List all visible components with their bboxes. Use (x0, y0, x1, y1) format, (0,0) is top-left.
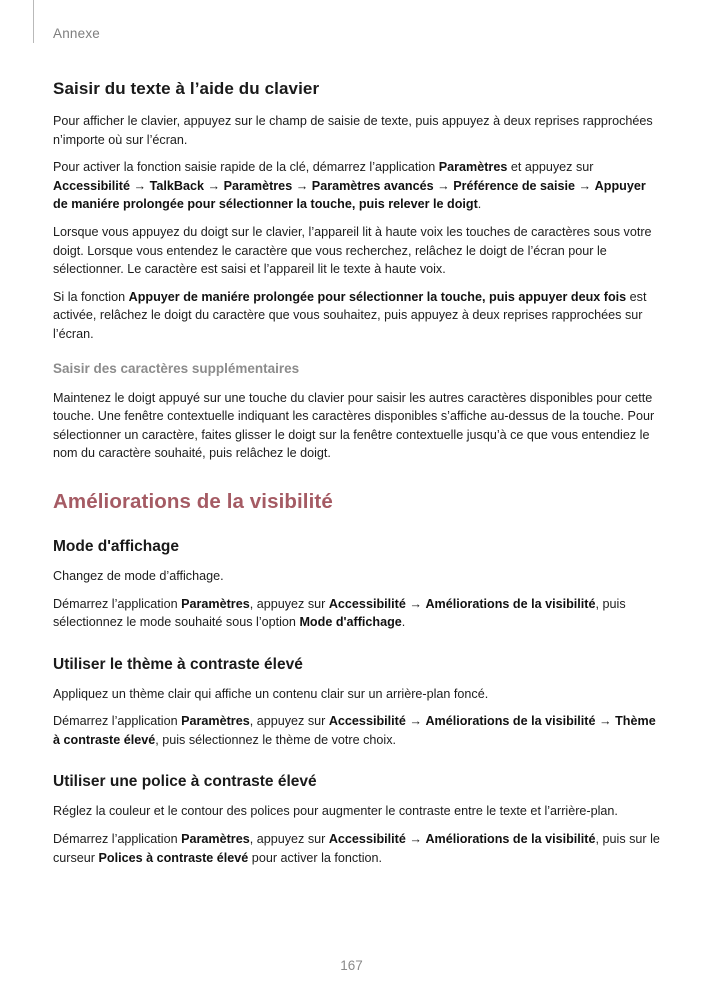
paragraph (53, 223, 661, 279)
subsection-heading: Mode d'affichage (53, 537, 179, 555)
text-run: Appliquez un thème clair qui affiche un contenu clair sur un arrière-plan foncé. (53, 686, 489, 701)
text-run: pour activer la fonction. (248, 850, 383, 865)
running-header: Annexe (53, 26, 100, 41)
text-run: Si la fonction (53, 289, 129, 304)
subsection-heading: Utiliser une police à contraste élevé (53, 773, 317, 791)
text-run: . (401, 615, 406, 630)
text-run: → (203, 178, 224, 193)
bold-text-run: Paramètres (181, 832, 250, 847)
bold-text-run: Accessibilité (53, 178, 131, 193)
gray-subheading: Saisir des caractères supplémentaires (53, 360, 300, 376)
text-run: Changez de mode d’affichage. (53, 568, 224, 583)
text-run: Maintenez le doigt appuyé sur une touche du clavier pour saisir les autres caractères disponibles pour cette touche. Une fenêtre contextuelle indiquant les caractères disponibles s’affiche au-dessus de la touche. Pour sélectionner un caractère, faites glisser le doigt sur la fenêtre contextuelle jusqu’à ce que vous entendiez le nom du caractère souhaité, puis relâchez le doigt. (53, 390, 655, 461)
paragraph (53, 685, 661, 704)
bold-text-run: Paramètres (438, 160, 508, 175)
page-number: 167 (340, 958, 363, 973)
bold-text-run: Thème à contraste élevé (53, 714, 656, 747)
text-run: → (405, 596, 426, 611)
subsection-heading: Utiliser le thème à contraste élevé (53, 655, 303, 673)
section-heading: Saisir du texte à l’aide du clavier (53, 79, 320, 98)
paragraph (53, 158, 661, 214)
bold-text-run: Accessibilité (328, 832, 406, 847)
paragraph (53, 712, 661, 749)
bold-text-run: Améliorations de la visibilité (425, 832, 596, 847)
text-run: Démarrez l’application (53, 596, 182, 611)
paragraph (53, 595, 661, 632)
text-run: Réglez la couleur et le contour des polices pour augmenter le contraste entre le texte et l’arrière-plan. (53, 804, 618, 819)
paragraph (53, 288, 661, 344)
text-run: Pour activer la fonction saisie rapide de la clé, démarrez l’application (53, 160, 439, 175)
document-content (53, 79, 661, 876)
text-run: → (595, 714, 616, 729)
text-run: Démarrez l’application (53, 832, 182, 847)
text-run: → (130, 178, 150, 193)
text-run: → (405, 714, 426, 729)
bold-text-run: Paramètres (181, 714, 250, 729)
bold-text-run: Appuyer de maniére prolongée pour sélectionner la touche, puis relever le doigt (53, 178, 646, 212)
bold-text-run: Accessibilité (328, 596, 406, 611)
bold-text-run: Paramètres avancés (311, 178, 434, 193)
paragraph (53, 567, 661, 586)
bold-text-run: Améliorations de la visibilité (425, 596, 596, 611)
text-run: → (575, 178, 595, 193)
text-run: et appuyez sur (507, 160, 594, 175)
text-run: , puis sélectionnez le mode souhaité sous l’option (53, 596, 626, 630)
text-run: → (292, 178, 312, 193)
bold-text-run: Polices à contraste élevé (98, 850, 249, 865)
corner-rule (33, 0, 34, 43)
text-run: → (405, 832, 426, 847)
paragraph (53, 389, 661, 463)
bold-text-run: Préférence de saisie (453, 178, 576, 193)
text-run: Pour afficher le clavier, appuyez sur le champ de saisie de texte, puis appuyez à deux reprises rapprochées n’importe où sur l’écran. (53, 114, 653, 147)
chapter-heading: Améliorations de la visibilité (53, 489, 333, 513)
text-run: , appuyez sur (249, 596, 329, 611)
text-run: , puis sélectionnez le thème de votre choix. (155, 732, 397, 747)
bold-text-run: Appuyer de maniére prolongée pour sélectionner la touche, puis appuyer deux fois (128, 289, 627, 304)
text-run: Lorsque vous appuyez du doigt sur le clavier, l’appareil lit à haute voix les touches de caractères sous votre doigt. Lorsque vous entendez le caractère que vous recherchez, relâchez le doigt de l’écran pour le sélectionner. Le caractère est saisi et l’appareil lit le texte à haute voix. (53, 224, 652, 277)
text-run: . (477, 197, 482, 212)
text-run: Démarrez l’application (53, 714, 182, 729)
bold-text-run: Paramètres (181, 596, 250, 611)
bold-text-run: Accessibilité (328, 714, 406, 729)
paragraph (53, 830, 661, 867)
bold-text-run: Paramètres (223, 178, 293, 193)
paragraph (53, 802, 661, 821)
bold-text-run: Améliorations de la visibilité (425, 714, 596, 729)
bold-text-run: TalkBack (149, 178, 204, 193)
paragraph (53, 112, 661, 149)
text-run: → (433, 178, 454, 193)
text-run: , puis sur le curseur (53, 832, 660, 865)
bold-text-run: Mode d'affichage (299, 615, 402, 630)
text-run: , appuyez sur (249, 714, 329, 729)
text-run: , appuyez sur (249, 832, 329, 847)
text-run: est activée, relâchez le doigt du caractère que vous souhaitez, puis appuyez à deux reprises rapprochées sur l’écran. (53, 289, 647, 341)
